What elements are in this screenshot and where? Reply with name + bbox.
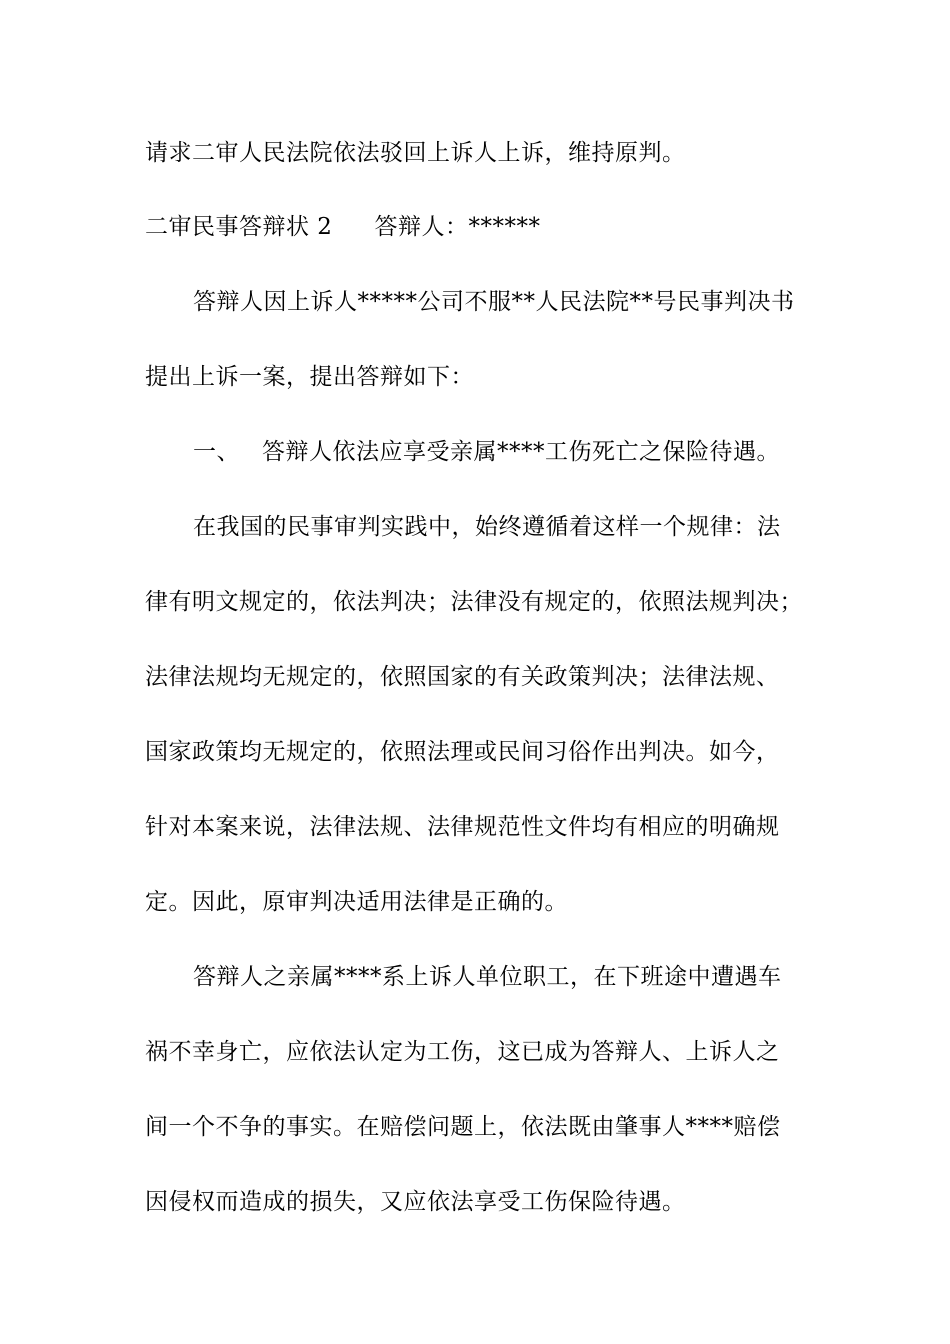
paragraph-start: 答辩人因上诉人*****公司不服**人民法院**号民事判决书 [193, 289, 795, 315]
text-line: 法律法规均无规定的，依照国家的有关政策判决；法律法规、 [145, 664, 780, 690]
text-line: 定。因此，原审判决适用法律是正确的。 [145, 889, 568, 915]
document-title: 二审民事答辩状 2 [145, 214, 333, 240]
text-line: 因侵权而造成的损失，又应依法享受工伤保险待遇。 [145, 1189, 686, 1215]
text-line: 提出上诉一案，提出答辩如下： [145, 364, 474, 390]
text-line: 祸不幸身亡，应依法认定为工伤，这已成为答辩人、上诉人之 [145, 1039, 780, 1065]
section-heading [193, 437, 780, 467]
text-line: 针对本案来说，法律法规、法律规范性文件均有相应的明确规 [145, 814, 780, 840]
text-line: 请求二审人民法院依法驳回上诉人上诉，维持原判。 [145, 140, 686, 166]
paragraph-start: 答辩人之亲属****系上诉人单位职工，在下班途中遭遇车 [193, 964, 782, 990]
section-title: 答辩人依法应享受亲属****工伤死亡之保险待遇。 [262, 439, 780, 465]
text-line: 国家政策均无规定的，依照法理或民间习俗作出判决。如今， [145, 739, 780, 765]
paragraph-start: 在我国的民事审判实践中，始终遵循着这样一个规律：法 [193, 514, 781, 540]
text-line: 间一个不争的事实。在赔偿问题上，依法既由肇事人****赔偿 [145, 1114, 781, 1140]
text-line: 律有明文规定的，依法判决；法律没有规定的，依照法规判决； [145, 589, 803, 615]
respondent-label: 答辩人：****** [374, 214, 541, 240]
section-number: 一、 [193, 439, 240, 465]
heading-line [145, 212, 540, 242]
